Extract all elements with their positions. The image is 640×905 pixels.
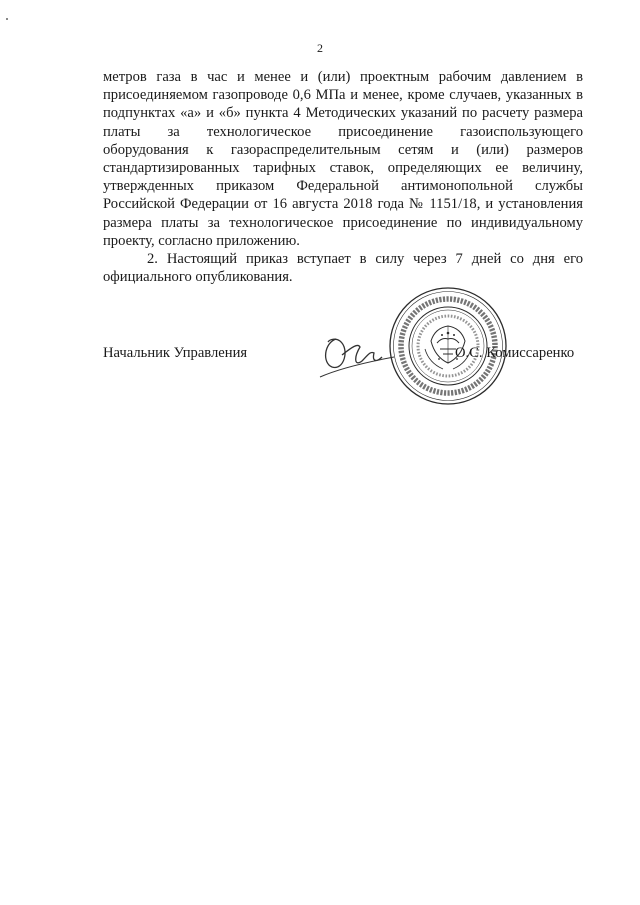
text-line: платы за технологическое присоединение газоиспользующего <box>103 123 583 140</box>
text-line: проекту, согласно приложению. <box>103 232 300 249</box>
body-text <box>103 68 583 286</box>
scan-speck <box>6 18 8 20</box>
text-line: официального опубликования. <box>103 269 293 286</box>
text-line: 2. Настоящий приказ вступает в силу через 7 дней со дня его <box>147 251 583 268</box>
paragraph-1 <box>103 68 583 250</box>
text-line: Российской Федерации от 16 августа 2018 года № 1151/18, и установления <box>103 196 583 213</box>
handwritten-signature <box>318 333 398 383</box>
text-line: присоединяемом газопроводе 0,6 МПа и менее, кроме случаев, указанных в <box>103 87 583 104</box>
text-line: стандартизированных тарифных ставок, определяющих ее величину, <box>103 160 583 177</box>
signatory-title: Начальник Управления <box>103 345 248 361</box>
text-line: метров газа в час и менее и (или) проектным рабочим давлением в <box>103 69 583 85</box>
paragraph-2 <box>103 250 583 286</box>
text-line: оборудования к газораспределительным сетям и (или) размеров <box>103 141 583 158</box>
text-line: размера платы за технологическое присоединение по индивидуальному <box>103 214 583 231</box>
signatory-name: О.С. Комиссаренко <box>455 345 575 361</box>
text-line: подпунктах «а» и «б» пункта 4 Методических указаний по расчету размера <box>103 105 583 122</box>
page-number: 2 <box>317 41 323 55</box>
text-line: утвержденных приказом Федеральной антимонопольной службы <box>103 178 583 195</box>
